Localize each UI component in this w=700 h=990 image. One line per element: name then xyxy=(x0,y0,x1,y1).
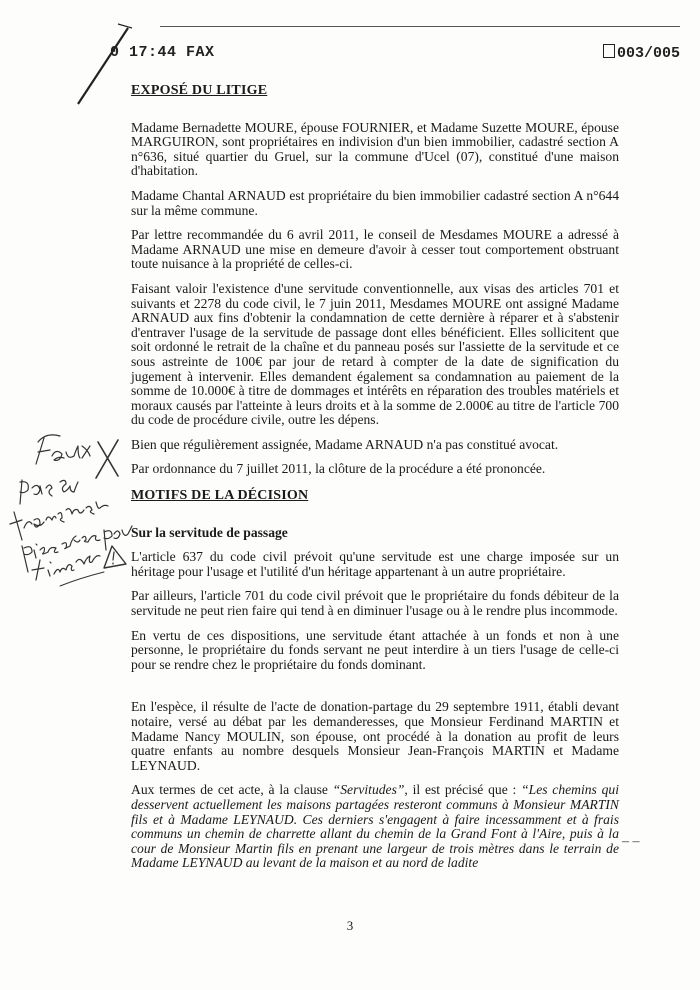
fax-time-label xyxy=(110,44,215,61)
page-number: 3 xyxy=(346,918,354,933)
clause-mid: , il est précisé que : xyxy=(404,782,522,798)
expose-paragraph-1: Madame Bernadette MOURE, épouse FOURNIER, et Madame Suzette MOURE, épouse MARGUIRON, sont propriétaires en indivision d'un bien immobilier, cadastré section A n°636, situé quartier du Gruel, sur la commune d'Ucel (07), constitué d'une maison d'habitation. xyxy=(131,119,619,179)
header-rule xyxy=(160,26,680,27)
margin-mark: – – xyxy=(622,834,640,849)
section-heading-expose: EXPOSÉ DU LITIGE xyxy=(131,83,268,98)
motifs-paragraph-5 xyxy=(131,783,619,871)
fax-page-count: 003/005 xyxy=(616,45,680,62)
clause-intro: Aux termes de cet acte, à la clause xyxy=(131,782,333,798)
motifs-paragraph-3: En vertu de ces dispositions, une servitude étant attachée à un fonds et non à une personne, le propriétaire du fonds servant ne peut interdire à un tiers l'usage de celle-ci pour se rendre chez le propriétaire du fonds dominant. xyxy=(131,627,619,672)
expose-paragraph-3: Par lettre recommandée du 6 avril 2011, le conseil de Mesdames MOURE a adressé à Madame ARNAUD une mise en demeure d'avoir à cesser tout comportement obstruant toute nuisance à la propriété de celles-ci. xyxy=(131,227,619,272)
clause-quote: “Les chemins qui desservent actuellement les maisons partagées resteront communs à Monsieur MARTIN fils et à Madame LEYNAUD. Ces derniers s'engagent à faire incessamment et à frais communs un chemin de charrette allant du chemin de la Grand Font à l'Aire, puis à la cour de Monsieur Martin fils en prenant une largeur de trois mètres dans le terrain de Madame LEYNAUD au levant de la maison et au nord de ladite xyxy=(131,782,620,871)
fax-page-counter xyxy=(603,44,680,62)
handwritten-annotation xyxy=(0,420,160,590)
clause-name: “Servitudes” xyxy=(332,782,405,798)
fax-time: 0 17:44 xyxy=(110,44,177,61)
motifs-paragraph-2: Par ailleurs, l'article 701 du code civil prévoit que le propriétaire du fonds débiteur de la servitude ne peut rien faire qui tend à en diminuer l'usage ou à le rendre plus incommode. xyxy=(131,588,619,619)
expose-paragraph-5: Bien que régulièrement assignée, Madame ARNAUD n'a pas constitué avocat. xyxy=(131,436,559,452)
expose-paragraph-4: Faisant valoir l'existence d'une servitude conventionnelle, aux visas des articles 701 et suivants et 2278 du code civil, le 7 juin 2011, Mesdames MOURE ont assigné Madame ARNAUD aux fins d'obtenir la condamnation de cette dernière à réparer et à s'abstenir d'entraver l'usage de la servitude de passage dont elles bénéficient. Elles sollicitent que soit ordonné le retrait de la chaîne et du panneau posés sur l'assiette de la servitude et ce sous astreinte de 100€ par jour de retard à compter de la date de signification du jugement à intervenir. Elles demandent également sa condamnation au paiement de la somme de 10.000€ à titre de dommages et intérêts en réparation des troubles matériels et moraux causés par l'atteinte à leurs droits et à la somme de 2.000€ au titre de l'article 700 du code de procédure civile, outre les dépens. xyxy=(131,280,619,428)
section-heading-motifs: MOTIFS DE LA DÉCISION xyxy=(131,488,309,504)
subheading-servitude: Sur la servitude de passage xyxy=(131,524,288,540)
fax-label: FAX xyxy=(186,44,215,61)
expose-paragraph-2: Madame Chantal ARNAUD est propriétaire du bien immobilier cadastré section A n°644 sur la même commune. xyxy=(131,187,619,218)
fax-header xyxy=(110,44,680,66)
expose-paragraph-6: Par ordonnance du 7 juillet 2011, la clôture de la procédure a été prononcée. xyxy=(131,461,546,477)
fax-page-icon xyxy=(603,44,615,58)
motifs-paragraph-4: En l'espèce, il résulte de l'acte de donation-partage du 29 septembre 1911, établi devant notaire, versé au débat par les demanderesses, que Monsieur Ferdinand MARTIN et Madame Nancy MOULIN, son épouse, ont procédé à la donation au profit de leurs quatre enfants au nombre desquels Monsieur Jean-François MARTIN et Madame LEYNAUD. xyxy=(131,699,619,773)
document-body xyxy=(131,84,619,881)
motifs-paragraph-1: L'article 637 du code civil prévoit qu'une servitude est une charge imposée sur un héritage pour l'usage et l'utilité d'un héritage appartenant à un autre propriétaire. xyxy=(131,549,619,579)
